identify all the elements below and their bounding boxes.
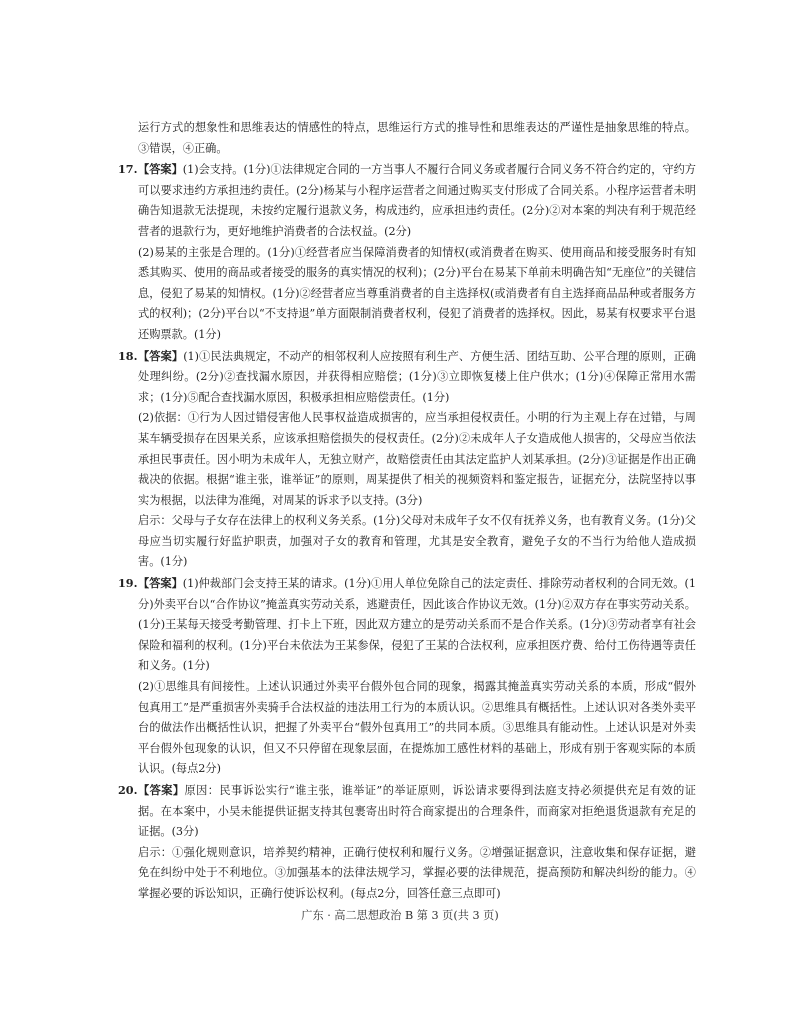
answer-19-part-1 xyxy=(138,573,696,677)
question-number: 18. xyxy=(118,348,138,363)
answer-18 xyxy=(118,346,696,574)
answer-text: (1)仲裁部门会支持王某的请求。(1分)①用人单位免除自己的法定责任、排除劳动者权利的合同无效。(1分)外卖平台以“合作协议”掩盖真实劳动关系，逃避责任，因此该合作协议无效。(1分)②双方存在事实劳动关系。(1分)王某每天接受考勤管理、打卡上下班，因此双方建立的是劳动关系而不是合作关系。(1分)③劳动者享有社会保险和福利的权利。(1分)平台未依法为王某参保，侵犯了王某的合法权利，应承担医疗费、给付工伤待遇等责任和义务。(1分) xyxy=(138,577,696,673)
answer-19-part-2: (2)①思维具有间接性。上述认识通过外卖平台假外包合同的现象，揭露其掩盖真实劳动关系的本质，形成“假外包真用工”是严重损害外卖骑手合法权益的违法用工行为的本质认识。②思维具有概括性。上述认识对各类外卖平台的做法作出概括性认识，把握了外卖平台“假外包真用工”的共同本质。③思维具有能动性。上述认识是对外卖平台假外包现象的认识，但又不只停留在现象层面，在提炼加工感性材料的基础上，形成有别于客观实际的本质认识。(每点2分) xyxy=(138,680,696,776)
answer-17 xyxy=(118,159,696,345)
answer-tag: 【答案】 xyxy=(138,348,184,363)
answer-20-part-1 xyxy=(138,780,696,843)
answer-20-part-2: 启示：①强化规则意识，培养契约精神，正确行使权利和履行义务。②增强证据意识，注意收集和保存证据，避免在纠纷中处于不利地位。③加强基本的法律法规学习，掌握必要的法律规范，提高预防和解决纠纷的能力。④掌握必要的诉讼知识，正确行使诉讼权利。(每点2分，回答任意三点即可) xyxy=(138,845,696,900)
intro-paragraph: 运行方式的想象性和思维表达的情感性的特点，思维运行方式的推导性和思维表达的严谨性是抽象思维的特点。③错误，④正确。 xyxy=(138,121,696,155)
answer-18-part-1 xyxy=(138,346,696,409)
answer-17-part-1 xyxy=(138,159,696,242)
answer-20 xyxy=(118,780,696,905)
answer-17-part-2: (2)易某的主张是合理的。(1分)①经营者应当保障消费者的知情权(或消费者在购买、使用商品和接受服务时有知悉其购买、使用的商品或者接受的服务的真实情况的权利)；(2分)平台在易某下单前未明确告知“无座位”的关键信息，侵犯了易某的知情权。(1分)②经营者应当尊重消费者的自主选择权(或消费者有自主选择商品品种或者服务方式的权利)；(2分)平台以“不支持退”单方面限制消费者权利，侵犯了消费者的选择权。因此，易某有权要求平台退还购票款。(1分) xyxy=(138,245,696,341)
answer-tag: 【答案】 xyxy=(138,162,183,177)
answer-text: (1)会支持。(1分)①法律规定合同的一方当事人不履行合同义务或者履行合同义务不符合约定的，守约方可以要求违约方承担违约责任。(2分)杨某与小程序运营者之间通过购买支付形成了合同关系。小程序运营者未明确告知退款无法提现，未按约定履行退款义务，构成违约，应承担违约责任。(2分)②对本案的判决有利于规范经营者的退款行为，更好地维护消费者的合法权益。(2分) xyxy=(138,163,696,238)
question-number: 19. xyxy=(118,576,138,591)
answer-content xyxy=(118,118,696,905)
answer-tag: 【答案】 xyxy=(138,576,183,591)
answer-text: (1)①民法典规定，不动产的相邻权利人应按照有利生产、方便生活、团结互助、公平合理的原则，正确处理纠纷。(2分)②查找漏水原因，并获得相应赔偿；(1分)③立即恢复楼上住户供水；(1分)④保障正常用水需求；(1分)⑤配合查找漏水原因，积极承担相应赔偿责任。(1分) xyxy=(138,349,696,404)
page-footer: 广东 · 高二思想政治 B 第 3 页(共 3 页) xyxy=(301,909,499,922)
answer-18-part-3: 启示：父母与子女存在法律上的权利义务关系。(1分)父母对未成年子女不仅有抚养义务，也有教育义务。(1分)父母应当切实履行好监护职责，加强对子女的教育和管理，尤其是安全教育，避免子女的不当行为给他人造成损害。(1分) xyxy=(138,514,696,569)
answer-text: 原因：民事诉讼实行“谁主张，谁举证”的举证原则，诉讼请求要得到法庭支持必须提供充足有效的证据。在本案中，小吴未能提供证据支持其包裹寄出时符合商家提出的合理条件，而商家对拒绝退货退款有充足的证据。(3分) xyxy=(138,784,696,839)
answer-tag: 【答案】 xyxy=(138,783,185,797)
question-number: 20. xyxy=(118,783,138,797)
answer-19 xyxy=(118,573,696,780)
answer-18-part-2: (2)依据：①行为人因过错侵害他人民事权益造成损害的，应当承担侵权责任。小明的行为主观上存在过错，与周某车辆受损存在因果关系，应该承担赔偿损失的侵权责任。(2分)②未成年人子女造成他人损害的，父母应当依法承担民事责任。因小明为未成年人，无独立财产，故赔偿责任由其法定监护人刘某承担。(2分)③证据是作出正确裁决的依据。根据“谁主张，谁举证”的原则，周某提供了相关的视频资料和鉴定报告，证据充分，法院坚持以事实为根据，以法律为准绳，对周某的诉求予以支持。(3分) xyxy=(138,411,696,507)
question-number: 17. xyxy=(118,162,138,177)
